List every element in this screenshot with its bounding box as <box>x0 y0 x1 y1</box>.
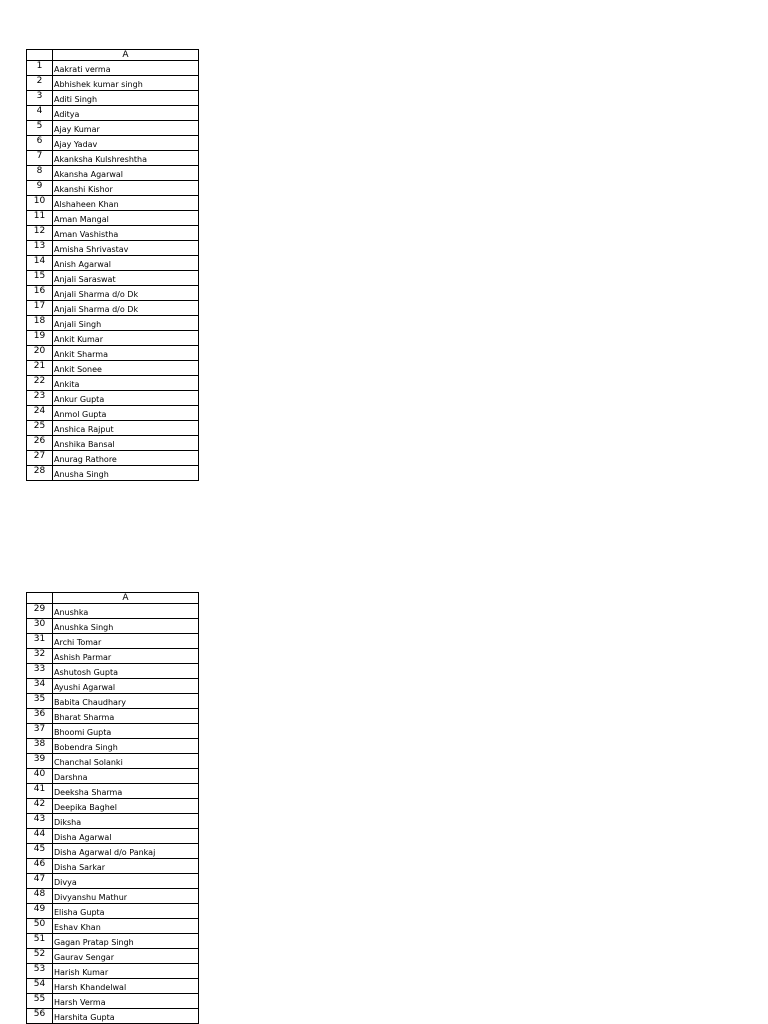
table-row <box>27 949 199 964</box>
row-number[interactable]: 9 <box>27 181 53 196</box>
table-row <box>27 181 199 196</box>
row-number[interactable]: 26 <box>27 436 53 451</box>
name-cell[interactable]: Anushka <box>53 604 199 619</box>
table-row <box>27 121 199 136</box>
row-number[interactable]: 39 <box>27 754 53 769</box>
table-row <box>27 106 199 121</box>
row-number[interactable]: 50 <box>27 919 53 934</box>
table-row <box>27 436 199 451</box>
name-cell[interactable]: Anjali Sharma d/o Dk <box>53 286 199 301</box>
table-row <box>27 1009 199 1024</box>
row-number[interactable]: 46 <box>27 859 53 874</box>
table-row <box>27 859 199 874</box>
table-row <box>27 466 199 481</box>
table-row <box>27 754 199 769</box>
name-cell[interactable]: Anurag Rathore <box>53 451 199 466</box>
row-number[interactable]: 5 <box>27 121 53 136</box>
table-row <box>27 724 199 739</box>
row-number[interactable]: 49 <box>27 904 53 919</box>
row-number[interactable]: 41 <box>27 784 53 799</box>
name-cell[interactable]: Chanchal Solanki <box>53 754 199 769</box>
table-row <box>27 649 199 664</box>
row-number[interactable]: 12 <box>27 226 53 241</box>
table-row <box>27 844 199 859</box>
table-row <box>27 919 199 934</box>
name-cell[interactable]: Anshica Rajput <box>53 421 199 436</box>
table-row <box>27 634 199 649</box>
table-row <box>27 874 199 889</box>
table-row <box>27 889 199 904</box>
row-number[interactable]: 24 <box>27 406 53 421</box>
table-row <box>27 256 199 271</box>
name-cell[interactable]: Ankur Gupta <box>53 391 199 406</box>
name-cell[interactable]: Aakrati verma <box>53 61 199 76</box>
table-row <box>27 151 199 166</box>
table-row <box>27 784 199 799</box>
table-row <box>27 904 199 919</box>
name-cell[interactable]: Akansha Agarwal <box>53 166 199 181</box>
row-number[interactable]: 43 <box>27 814 53 829</box>
table-row <box>27 739 199 754</box>
row-number[interactable]: 36 <box>27 709 53 724</box>
row-number[interactable]: 40 <box>27 769 53 784</box>
name-cell[interactable]: Abhishek kumar singh <box>53 76 199 91</box>
row-number[interactable]: 55 <box>27 994 53 1009</box>
table-row <box>27 604 199 619</box>
row-number[interactable]: 7 <box>27 151 53 166</box>
name-cell[interactable]: Ankit Sharma <box>53 346 199 361</box>
name-cell[interactable]: Anusha Singh <box>53 466 199 481</box>
name-cell[interactable]: Anushka Singh <box>53 619 199 634</box>
name-cell[interactable]: Aman Vashistha <box>53 226 199 241</box>
table-row <box>27 964 199 979</box>
table-body <box>27 604 199 1024</box>
name-cell[interactable]: Divya <box>53 874 199 889</box>
table-row <box>27 994 199 1009</box>
name-cell[interactable]: Ajay Yadav <box>53 136 199 151</box>
name-cell[interactable]: Deepika Baghel <box>53 799 199 814</box>
name-cell[interactable]: Harsh Khandelwal <box>53 979 199 994</box>
name-cell[interactable]: Eshav Khan <box>53 919 199 934</box>
row-number[interactable]: 20 <box>27 346 53 361</box>
name-cell[interactable]: Diksha <box>53 814 199 829</box>
name-cell[interactable]: Aman Mangal <box>53 211 199 226</box>
row-number[interactable]: 19 <box>27 331 53 346</box>
table-row <box>27 619 199 634</box>
table-row <box>27 361 199 376</box>
table-row <box>27 241 199 256</box>
column-header-a[interactable]: A <box>53 50 199 61</box>
row-number[interactable]: 28 <box>27 466 53 481</box>
row-number[interactable]: 8 <box>27 166 53 181</box>
name-cell[interactable]: Ajay Kumar <box>53 121 199 136</box>
table-row <box>27 979 199 994</box>
name-cell[interactable]: Ankit Sonee <box>53 361 199 376</box>
row-number[interactable]: 34 <box>27 679 53 694</box>
row-number[interactable]: 15 <box>27 271 53 286</box>
table-row <box>27 91 199 106</box>
row-number[interactable]: 18 <box>27 316 53 331</box>
row-number[interactable]: 6 <box>27 136 53 151</box>
name-cell[interactable]: Ankit Kumar <box>53 331 199 346</box>
row-number[interactable]: 13 <box>27 241 53 256</box>
name-cell[interactable]: Ankita <box>53 376 199 391</box>
name-cell[interactable]: Bhoomi Gupta <box>53 724 199 739</box>
name-cell[interactable]: Anjali Saraswat <box>53 271 199 286</box>
table-row <box>27 934 199 949</box>
table-row <box>27 769 199 784</box>
spreadsheet-table-1 <box>26 49 199 481</box>
row-number[interactable]: 31 <box>27 634 53 649</box>
table-row <box>27 421 199 436</box>
table-row <box>27 814 199 829</box>
row-number[interactable]: 53 <box>27 964 53 979</box>
table-row <box>27 166 199 181</box>
name-cell[interactable]: Bharat Sharma <box>53 709 199 724</box>
table-row <box>27 694 199 709</box>
row-number[interactable]: 52 <box>27 949 53 964</box>
name-cell[interactable]: Disha Agarwal <box>53 829 199 844</box>
row-number[interactable]: 3 <box>27 91 53 106</box>
name-cell[interactable]: Divyanshu Mathur <box>53 889 199 904</box>
name-cell[interactable]: Elisha Gupta <box>53 904 199 919</box>
row-number[interactable]: 29 <box>27 604 53 619</box>
row-number[interactable]: 54 <box>27 979 53 994</box>
table-row <box>27 709 199 724</box>
row-number[interactable]: 44 <box>27 829 53 844</box>
name-cell[interactable]: Amisha Shrivastav <box>53 241 199 256</box>
row-number[interactable]: 33 <box>27 664 53 679</box>
name-cell[interactable]: Disha Agarwal d/o Pankaj <box>53 844 199 859</box>
name-cell[interactable]: Anshika Bansal <box>53 436 199 451</box>
name-cell[interactable]: Ashutosh Gupta <box>53 664 199 679</box>
row-number[interactable]: 16 <box>27 286 53 301</box>
row-number[interactable]: 2 <box>27 76 53 91</box>
row-number[interactable]: 48 <box>27 889 53 904</box>
row-number[interactable]: 14 <box>27 256 53 271</box>
table-row <box>27 301 199 316</box>
table-row <box>27 211 199 226</box>
name-cell[interactable]: Aditya <box>53 106 199 121</box>
table-row <box>27 346 199 361</box>
header-row <box>27 593 199 604</box>
name-cell[interactable]: Anmol Gupta <box>53 406 199 421</box>
row-number[interactable]: 35 <box>27 694 53 709</box>
table-row <box>27 286 199 301</box>
name-cell[interactable]: Archi Tomar <box>53 634 199 649</box>
table-row <box>27 451 199 466</box>
row-number[interactable]: 45 <box>27 844 53 859</box>
column-header-a[interactable]: A <box>53 593 199 604</box>
table-row <box>27 679 199 694</box>
row-number[interactable]: 47 <box>27 874 53 889</box>
table-row <box>27 226 199 241</box>
row-number[interactable]: 4 <box>27 106 53 121</box>
table-row <box>27 76 199 91</box>
corner-cell[interactable] <box>27 593 53 604</box>
name-cell[interactable]: Darshna <box>53 769 199 784</box>
row-number[interactable]: 32 <box>27 649 53 664</box>
name-cell[interactable]: Anish Agarwal <box>53 256 199 271</box>
table-row <box>27 376 199 391</box>
table-row <box>27 136 199 151</box>
name-cell[interactable]: Bobendra Singh <box>53 739 199 754</box>
name-cell[interactable]: Deeksha Sharma <box>53 784 199 799</box>
table-row <box>27 391 199 406</box>
table-body <box>27 61 199 481</box>
table-row <box>27 331 199 346</box>
name-cell[interactable]: Akanksha Kulshreshtha <box>53 151 199 166</box>
name-cell[interactable]: Harish Kumar <box>53 964 199 979</box>
table-row <box>27 799 199 814</box>
name-cell[interactable]: Anjali Sharma d/o Dk <box>53 301 199 316</box>
name-cell[interactable]: Akanshi Kishor <box>53 181 199 196</box>
name-cell[interactable]: Harshita Gupta <box>53 1009 199 1024</box>
table-row <box>27 196 199 211</box>
name-cell[interactable]: Gaurav Sengar <box>53 949 199 964</box>
table-row <box>27 406 199 421</box>
row-number[interactable]: 56 <box>27 1009 53 1024</box>
row-number[interactable]: 38 <box>27 739 53 754</box>
row-number[interactable]: 23 <box>27 391 53 406</box>
name-cell[interactable]: Harsh Verma <box>53 994 199 1009</box>
name-cell[interactable]: Alshaheen Khan <box>53 196 199 211</box>
corner-cell[interactable] <box>27 50 53 61</box>
name-cell[interactable]: Aditi Singh <box>53 91 199 106</box>
row-number[interactable]: 17 <box>27 301 53 316</box>
name-cell[interactable]: Babita Chaudhary <box>53 694 199 709</box>
table-row <box>27 664 199 679</box>
row-number[interactable]: 37 <box>27 724 53 739</box>
name-cell[interactable]: Anjali Singh <box>53 316 199 331</box>
row-number[interactable]: 22 <box>27 376 53 391</box>
row-number[interactable]: 27 <box>27 451 53 466</box>
row-number[interactable]: 21 <box>27 361 53 376</box>
name-cell[interactable]: Ayushi Agarwal <box>53 679 199 694</box>
row-number[interactable]: 1 <box>27 61 53 76</box>
name-cell[interactable]: Gagan Pratap Singh <box>53 934 199 949</box>
row-number[interactable]: 30 <box>27 619 53 634</box>
table-row <box>27 316 199 331</box>
table-row <box>27 61 199 76</box>
table-row <box>27 829 199 844</box>
row-number[interactable]: 42 <box>27 799 53 814</box>
row-number[interactable]: 10 <box>27 196 53 211</box>
row-number[interactable]: 11 <box>27 211 53 226</box>
name-cell[interactable]: Ashish Parmar <box>53 649 199 664</box>
spreadsheet-table-2 <box>26 592 199 1024</box>
name-cell[interactable]: Disha Sarkar <box>53 859 199 874</box>
row-number[interactable]: 51 <box>27 934 53 949</box>
row-number[interactable]: 25 <box>27 421 53 436</box>
table-row <box>27 271 199 286</box>
header-row <box>27 50 199 61</box>
